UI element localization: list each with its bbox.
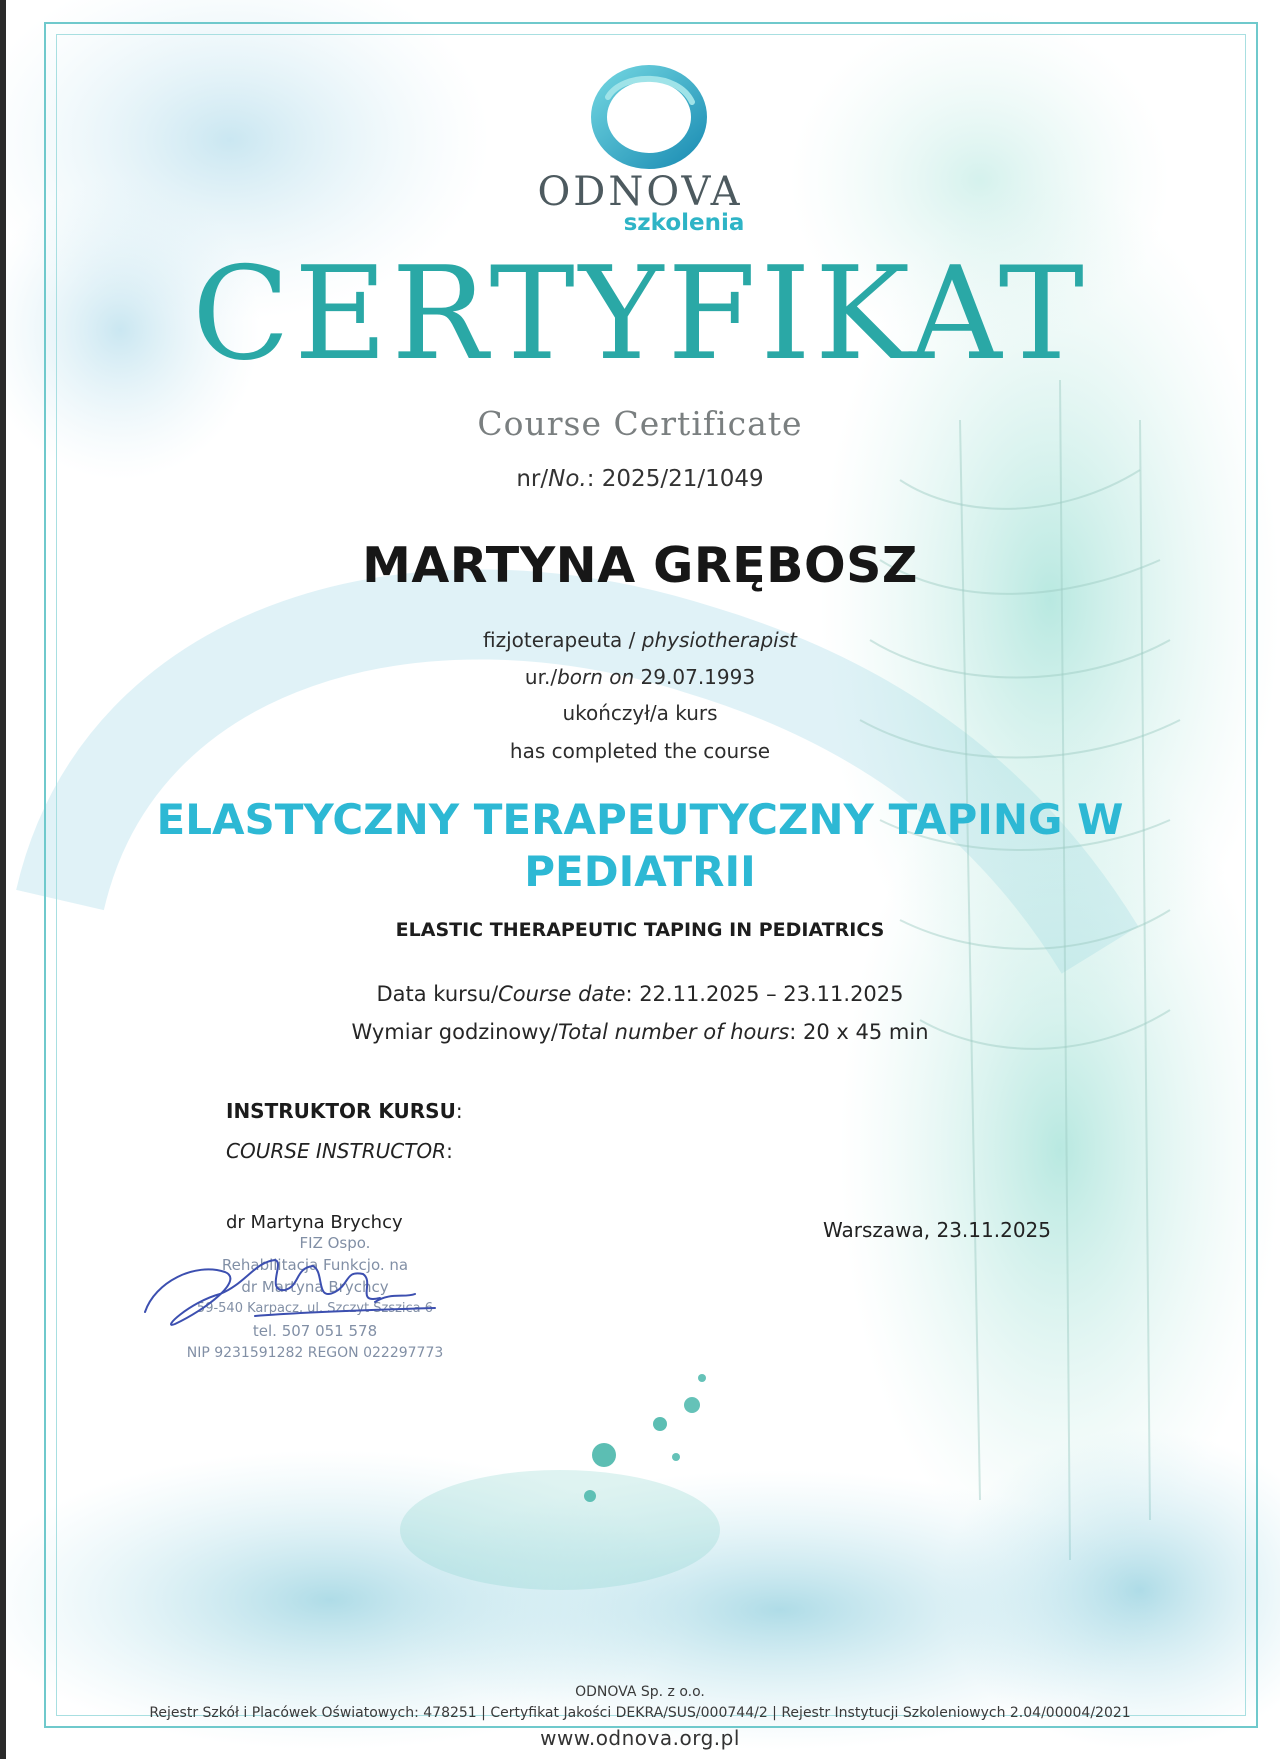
course-hours — [0, 1018, 1280, 1046]
instructor-label-pl — [226, 1099, 463, 1123]
course-title-line2: PEDIATRII — [524, 847, 756, 896]
instructor-label-en — [226, 1139, 453, 1163]
born-date: 29.07.1993 — [634, 665, 756, 689]
stamp-line3: dr Martyna Brychcy — [241, 1278, 389, 1296]
born-label-pl: ur./ — [524, 665, 558, 689]
footer-website: www.odnova.org.pl — [540, 1726, 740, 1750]
certificate-subtitle: Course Certificate — [477, 404, 803, 443]
odnova-logo-icon — [588, 62, 710, 172]
completed-pl: ukończył/a kurs — [562, 701, 718, 725]
stamp-line4: 59-540 Karpacz, ul. Szczyt Szszica 6 — [196, 1301, 434, 1316]
stamp-line6: NIP 9231591282 REGON 022297773 — [186, 1345, 444, 1361]
recipient-profession — [0, 627, 1280, 653]
date-label-pl: Data kursu/ — [376, 982, 499, 1006]
stamp-line5: tel. 507 051 578 — [252, 1322, 378, 1340]
date-value: : 22.11.2025 – 23.11.2025 — [625, 982, 904, 1006]
recipient-name: MARTYNA GRĘBOSZ — [362, 537, 918, 594]
course-title-en: ELASTIC THERAPEUTIC TAPING IN PEDIATRICS — [395, 919, 885, 941]
recipient-birth — [0, 664, 1280, 690]
instructor-label-en-text: COURSE INSTRUCTOR — [226, 1139, 447, 1163]
logo-subtitle: szkolenia — [623, 210, 745, 236]
footer-company: ODNOVA Sp. z o.o. — [575, 1684, 705, 1700]
number-value: : 2025/21/1049 — [586, 466, 764, 492]
logo-wordmark: ODNOVA — [537, 169, 743, 215]
instructor-colon-pl: : — [455, 1099, 463, 1123]
footer-registers: Rejestr Szkół i Placówek Oświatowych: 478251 | Certyfikat Jakości DEKRA/SUS/000744/2 | Rejestr Instytucji Szkoleniowych 2.04/00004/2021 — [149, 1705, 1131, 1721]
instructor-label-pl-text: INSTRUKTOR KURSU — [226, 1099, 456, 1123]
course-date — [0, 980, 1280, 1008]
instructor-name: dr Martyna Brychcy — [226, 1212, 403, 1233]
certificate-number — [0, 464, 1280, 494]
profession-pl: fizjoterapeuta / — [483, 628, 642, 652]
hours-label-pl: Wymiar godzinowy/ — [351, 1020, 558, 1044]
completed-en: has completed the course — [509, 739, 771, 763]
hours-value: : 20 x 45 min — [789, 1020, 929, 1044]
instructor-colon-en: : — [446, 1139, 453, 1163]
course-title-pl — [0, 794, 1280, 898]
profession-en: physiotherapist — [641, 628, 797, 652]
date-label-en: Course date — [498, 982, 626, 1006]
number-label-en: No. — [548, 466, 587, 492]
certificate-title: CERTYFIKAT — [192, 240, 1088, 389]
hours-label-en: Total number of hours — [557, 1020, 790, 1044]
stamp-line1: FIZ Ospo. — [299, 1234, 371, 1252]
stamp-line2: Rehabilitacja Funkcjo. na — [221, 1256, 409, 1274]
course-title-line1: ELASTYCZNY TERAPEUTYCZNY TAPING W — [156, 795, 1124, 844]
instructor-signature — [135, 1232, 465, 1342]
number-label-pl: nr/ — [516, 466, 549, 492]
born-label-en: born on — [557, 665, 635, 689]
place-and-date: Warszawa, 23.11.2025 — [823, 1218, 1051, 1242]
